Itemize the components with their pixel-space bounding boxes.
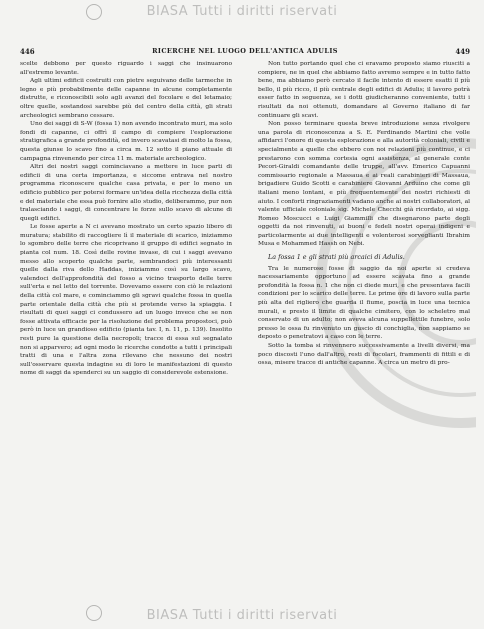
paragraph: Non tutto portando quel che ci eravamo proposto siamo riusciti a compiere, ne in quel che abbiamo fatto avremo sempre e in tutto fatto bene, ma abbiamo però cercato il facile intento di essere esatti il più bello, il più ricco, il più centrale degli edifici di Adulis; il lavoro potrà esser fatto in seguenza, se i dotti giudicheranno conveniente, tutti i risultati da noi ottenuti, domandare al Governo italiano di far continuare gli scavi. <box>258 61 470 119</box>
watermark-top: BIASA Tutti i diritti riservati <box>146 4 338 19</box>
right-column <box>258 60 470 368</box>
paragraph: scelte debbono per questo riguardo i saggi che insinuarono all'estremo levante. <box>20 61 232 76</box>
paragraph: Non posso terminare questa breve introduzione senza rivolgere una parola di riconoscenza a S. E. Ferdinando Martini che volle affidarci l'onore di questa esplorazione e alla autorità coloniali, civili e specialmente a quelle che ebbero con noi relazioni più continue, e ci prestarono con somma cortesia ogni assistenza, al generale conte Pecori-Giraldi comandante delle truppe, all'avv. Emerico Capuanni commissario regionale a Massaua e ai reali carabinieri di Massaua, brigadiere Guido Scotti e carabiniere Giovanni Arduino che come gli italiani meno lontani, e più frequentemente dei nostri richiesti di aiuto. I conforti ringraziamenti vadano anche ai nostri collaboratori, al valente ufficiale coloniale sig. Michele Checchi già ricordato, ai sigg. Romeo Moscucci e Luigi Giammilli che disegnarono parte degli oggetti da noi rinvenuti, ai buoni e fedeli nostri operai indigeni e particolarmente ai due intelligenti e volenterosi sorveglianti Ibrahim Musa e Mohammed Hassh on Nebi. <box>258 121 470 248</box>
section-heading: La fossa 1 e gli strati più arcaici di Adulis. <box>268 253 405 262</box>
watermark-bottom: BIASA Tutti i diritti riservati <box>146 608 338 623</box>
page-number-right: 449 <box>455 47 470 56</box>
paragraph: Uno dei saggi di S-W (fossa 1) non avendo incontrato muri, ma solo fondi di capanne, ci offrì il campo di compiere l'esplorazione stratigrafica a grande profondità, ed invero scavatasi di molto la fossa, questa giunse lo scavo fino a circa m. 12 sotto il piano attuale di campagna rinvenendo per circa 11 m. materiale archeologico. <box>20 121 232 162</box>
running-header <box>20 47 470 57</box>
paragraph: Tra le numerose fosse di saggio da noi aperte si credeva nacessariamente opportuno ad essere scavata fino a grande profondità la fossa n. 1 che non ci diede muri, e che presentava facili condizioni per lo scarico delle terre. Le prime ore di lavoro sulla parte più alta del rigliero che guarda il fiume, poscia in luce una tecnica murali, e presto il limite di qualche cimitero, con lo scheletro mal conservato di un adulto; non aveva alcuna suppellettile funebre, solo presso le ossa fu rinvenuto un guscio di conchiglia, non sappiamo se deposto o penetratovi a caso con le terre. <box>258 265 470 341</box>
running-title: RICERCHE NEL LUOGO DELL'ANTICA ADULIS <box>152 47 338 55</box>
paragraph: Agli ultimi edificii costruiti con pietre seguivano delle tarmeche in legno e più probabilmente delle capanne in alcune completamente distrutte, e riconoscibili solo agli avanzi del focolare e del letamaio; oltre quelle, sostandosi sarebbe più del centro della città, gli strati archeologici sembrano cessare. <box>20 78 232 119</box>
paragraph: Sotto la tomba si rinvennero successivamente a livelli diversi, ma poco discosti l'uno dall'altro, resti di focolari, frammenti di fittili e di ossa, misere tracce di antiche capanne. A circa un metro di pro- <box>258 343 470 367</box>
paragraph: Le fosse aperte a N ci avevano mostrato un certo spazio libero di muratura; stabilito di raccogliere lì il materiale di scarico, iniziammo lo sgombro delle terre che ricoprivano il gruppo di edifici segnato in pianta col num. 18. Così delle rovine invase, di cui i saggi avevano messo allo scoperto qualche parte, sembrandoci più interessanti quelle dalla riva dello Haddas, iniziammo così su largo scavo, valendoci dell'approfondità del fosso a vicino trasporto delle terre sull'erta e nel letto del torrente. Dovevamo essere con ciò le relazioni della città col mare, e cominciammo gli sgravi qualche fossa in quella parte orientale della città che più si protende verso la spiaggia. I risultati di quei saggi ci condussero ad un luogo invece che se non fosse attivata efficacie per la risoluzione del problema propostoci, può però in luce un grandioso edificio (pianta tav. I, n. 11, p. 139). Insolito resti pure la questione della necropoli; tracce di essa sul segnalato non si apparvero; ad ogni modo le ricerche condotte a tutti i principali tratti di una e l'altra zona rilevano che nessuno dei nostri sull'osservare questa indagine su di loro le manifestazioni di questo nome di saggi da spenderci su un saggio di considerevole estensione. <box>20 224 232 377</box>
left-column <box>20 60 232 378</box>
page-number-left: 446 <box>20 47 35 56</box>
paragraph: Altri dei nostri saggi cominciavano a mettere in luce parti di edificii di una certa importanza, e siccome entrava nel nostro programma riconoscere qualche casa privata, e per lo meno un edificio pubblico per potersi formare un'idea della ricchezza della città e del materiale che essa può fornire allo studio, deliberammo, pur non tralasciando i saggi, di concentrare le forze sullo scavo di alcune di quegli edifici. <box>20 164 232 222</box>
